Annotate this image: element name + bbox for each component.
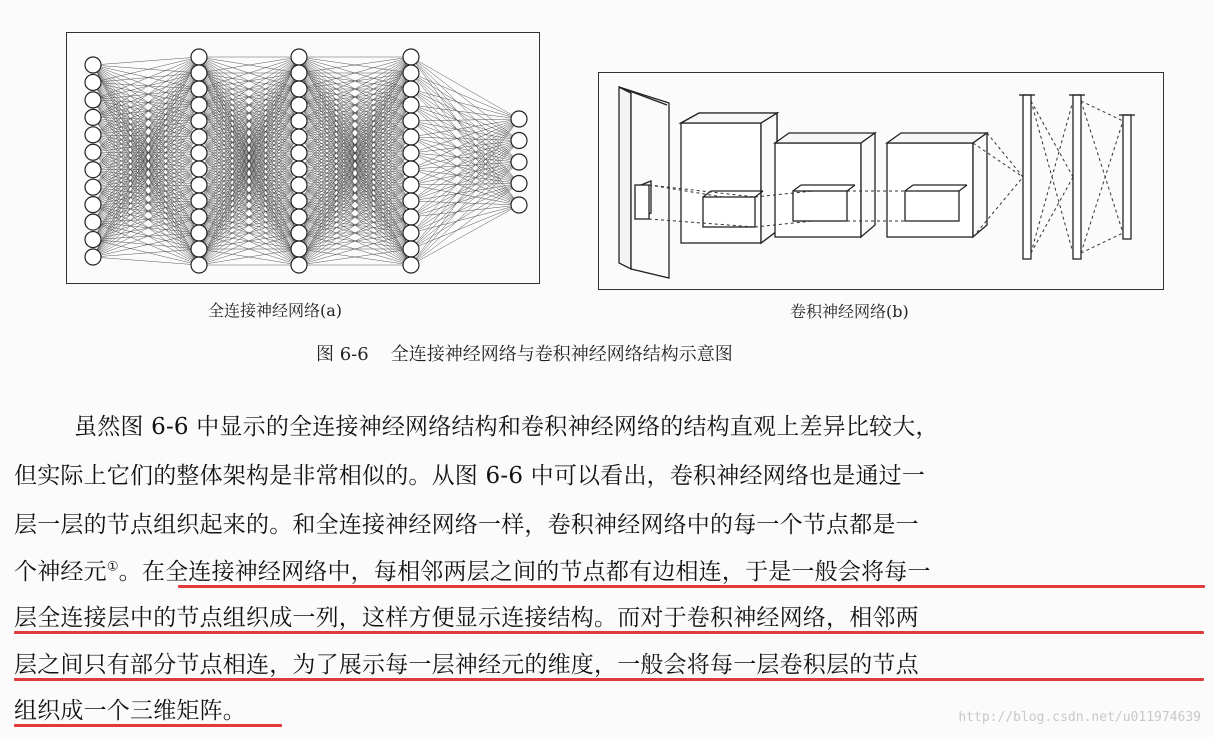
subfigure-b-caption: 卷积神经网络(b) xyxy=(790,302,909,321)
cnn-diagram xyxy=(599,73,1165,291)
fc-edge xyxy=(93,105,199,117)
fc-node-layer-5 xyxy=(511,154,527,170)
fc-bar-1 xyxy=(1023,95,1031,259)
fc-node-layer-3 xyxy=(291,97,307,113)
highlight-underline-1 xyxy=(178,585,1205,588)
paragraph-line-3: 层一层的节点组织起来的。和全连接神经网络一样，卷积神经网络中的每一个节点都是一 xyxy=(14,512,919,538)
line-4-end: 。在全连接神经网络中，每相邻两层之间的节点都有边相连，于是一般会将每一 xyxy=(118,559,931,585)
fc-node-layer-4 xyxy=(403,209,419,225)
fc-node-layer-3 xyxy=(291,193,307,209)
fc-node-layer-3 xyxy=(291,177,307,193)
fc-node-layer-1 xyxy=(85,57,101,73)
fc-edge xyxy=(93,73,199,82)
fc-node-layer-2 xyxy=(191,49,207,65)
fc-node-layer-5 xyxy=(511,197,527,213)
fc-node-layer-3 xyxy=(291,113,307,129)
fc-node-layer-4 xyxy=(403,113,419,129)
fc-node-layer-2 xyxy=(191,177,207,193)
fc-node-layer-4 xyxy=(403,145,419,161)
fc-node-layer-2 xyxy=(191,113,207,129)
fc-node-layer-3 xyxy=(291,209,307,225)
fc-edge xyxy=(411,141,519,266)
fc-edge xyxy=(411,184,519,266)
fc-node-layer-5 xyxy=(511,111,527,127)
fc-node-layer-3 xyxy=(291,257,307,273)
fc-edge xyxy=(411,119,519,249)
fc-node-layer-2 xyxy=(191,65,207,81)
fc-edge xyxy=(411,184,519,250)
input-layer-slab xyxy=(619,87,631,269)
fc-node-layer-3 xyxy=(291,161,307,177)
fc-node-layer-4 xyxy=(403,129,419,145)
paragraph-line-7: 组织成一个三维矩阵。 xyxy=(14,698,246,724)
fc-node-layer-2 xyxy=(191,145,207,161)
fc-edge xyxy=(411,105,519,141)
paragraph-line-6: 层之间只有部分节点相连，为了展示每一层神经元的维度，一般会将每一层卷积层的节点 xyxy=(14,652,919,678)
paragraph-line-5: 层全连接层中的节点组织成一列，这样方便显示连接结构。而对于卷积神经网络，相邻两 xyxy=(14,605,919,631)
fc-node-layer-4 xyxy=(403,97,419,113)
highlight-underline-3 xyxy=(14,678,1204,681)
fc-edge xyxy=(411,162,519,265)
fc-node-layer-1 xyxy=(85,179,101,195)
fc-node-layer-1 xyxy=(85,162,101,178)
fc-edge xyxy=(411,205,519,217)
fc-node-layer-4 xyxy=(403,81,419,97)
fc-node-layer-4 xyxy=(403,177,419,193)
watermark: http://blog.csdn.net/u011974639 xyxy=(958,710,1201,725)
fc-edge xyxy=(411,184,519,234)
fc-node-layer-1 xyxy=(85,109,101,125)
fc-node-layer-5 xyxy=(511,176,527,192)
fc-node-layer-2 xyxy=(191,257,207,273)
line-4-start: 个神经元 xyxy=(14,559,107,585)
fc-edge xyxy=(411,205,519,249)
fc-bar-2 xyxy=(1073,95,1081,259)
fc-node-layer-4 xyxy=(403,257,419,273)
paragraph-line-2: 但实际上它们的整体架构是非常相似的。从图 6-6 中可以看出，卷积神经网络也是通过一 xyxy=(14,463,926,489)
fc-node-layer-2 xyxy=(191,81,207,97)
fc-edge xyxy=(411,57,519,205)
subfigure-a-caption: 全连接神经网络(a) xyxy=(208,301,343,320)
figure-caption-text: 全连接神经网络与卷积神经网络结构示意图 xyxy=(390,344,733,365)
conv-cube-1 xyxy=(681,113,777,243)
figure-caption xyxy=(316,340,733,366)
fc-node-layer-3 xyxy=(291,65,307,81)
fc-node-layer-3 xyxy=(291,241,307,257)
fc-edge xyxy=(93,100,199,137)
highlight-underline-2 xyxy=(14,631,1204,634)
fc-node-layer-2 xyxy=(191,129,207,145)
fc-node-layer-4 xyxy=(403,225,419,241)
fc-edge xyxy=(93,240,199,249)
fc-edge xyxy=(411,73,519,162)
fc-node-layer-1 xyxy=(85,214,101,230)
fc-edge xyxy=(93,185,199,222)
fc-node-layer-2 xyxy=(191,209,207,225)
fc-node-layer-2 xyxy=(191,241,207,257)
fc-edge xyxy=(411,162,519,217)
fc-node-layer-3 xyxy=(291,49,307,65)
fc-edge xyxy=(93,205,199,217)
fc-node-layer-4 xyxy=(403,161,419,177)
fc-edge xyxy=(411,73,519,205)
fc-node-layer-1 xyxy=(85,249,101,265)
fc-node-layer-1 xyxy=(85,127,101,143)
fc-node-layer-1 xyxy=(85,74,101,90)
fc-edge xyxy=(411,89,519,119)
fc-node-layer-4 xyxy=(403,49,419,65)
paragraph-line-1: 虽然图 6-6 中显示的全连接神经网络结构和卷积神经网络的结构直观上差异比较大， xyxy=(74,414,939,440)
highlight-underline-4 xyxy=(14,724,282,727)
fc-node-layer-3 xyxy=(291,225,307,241)
fc-node-layer-3 xyxy=(291,129,307,145)
fc-node-layer-2 xyxy=(191,225,207,241)
fc-node-layer-2 xyxy=(191,161,207,177)
fc-node-layer-3 xyxy=(291,145,307,161)
fc-edge xyxy=(411,205,519,265)
cnn-figure xyxy=(598,72,1164,290)
paragraph-line-4 xyxy=(14,553,931,586)
fc-node-layer-1 xyxy=(85,144,101,160)
figure-number: 图 6-6 xyxy=(316,344,369,365)
fc-network-figure xyxy=(66,32,540,284)
fc-node-layer-1 xyxy=(85,197,101,213)
fc-edge xyxy=(411,89,519,141)
fc-node-layer-4 xyxy=(403,241,419,257)
fc-node-layer-2 xyxy=(191,97,207,113)
fc-node-layer-3 xyxy=(291,81,307,97)
fc-bar-3 xyxy=(1123,115,1131,239)
fc-node-layer-2 xyxy=(191,193,207,209)
fc-network-diagram xyxy=(67,33,541,285)
fc-edge xyxy=(411,162,519,233)
fc-node-layer-1 xyxy=(85,92,101,108)
fc-node-layer-5 xyxy=(511,133,527,149)
footnote-mark: ① xyxy=(106,559,119,575)
fc-node-layer-1 xyxy=(85,232,101,248)
fc-edge xyxy=(411,121,519,162)
fc-node-layer-4 xyxy=(403,193,419,209)
fc-node-layer-4 xyxy=(403,65,419,81)
